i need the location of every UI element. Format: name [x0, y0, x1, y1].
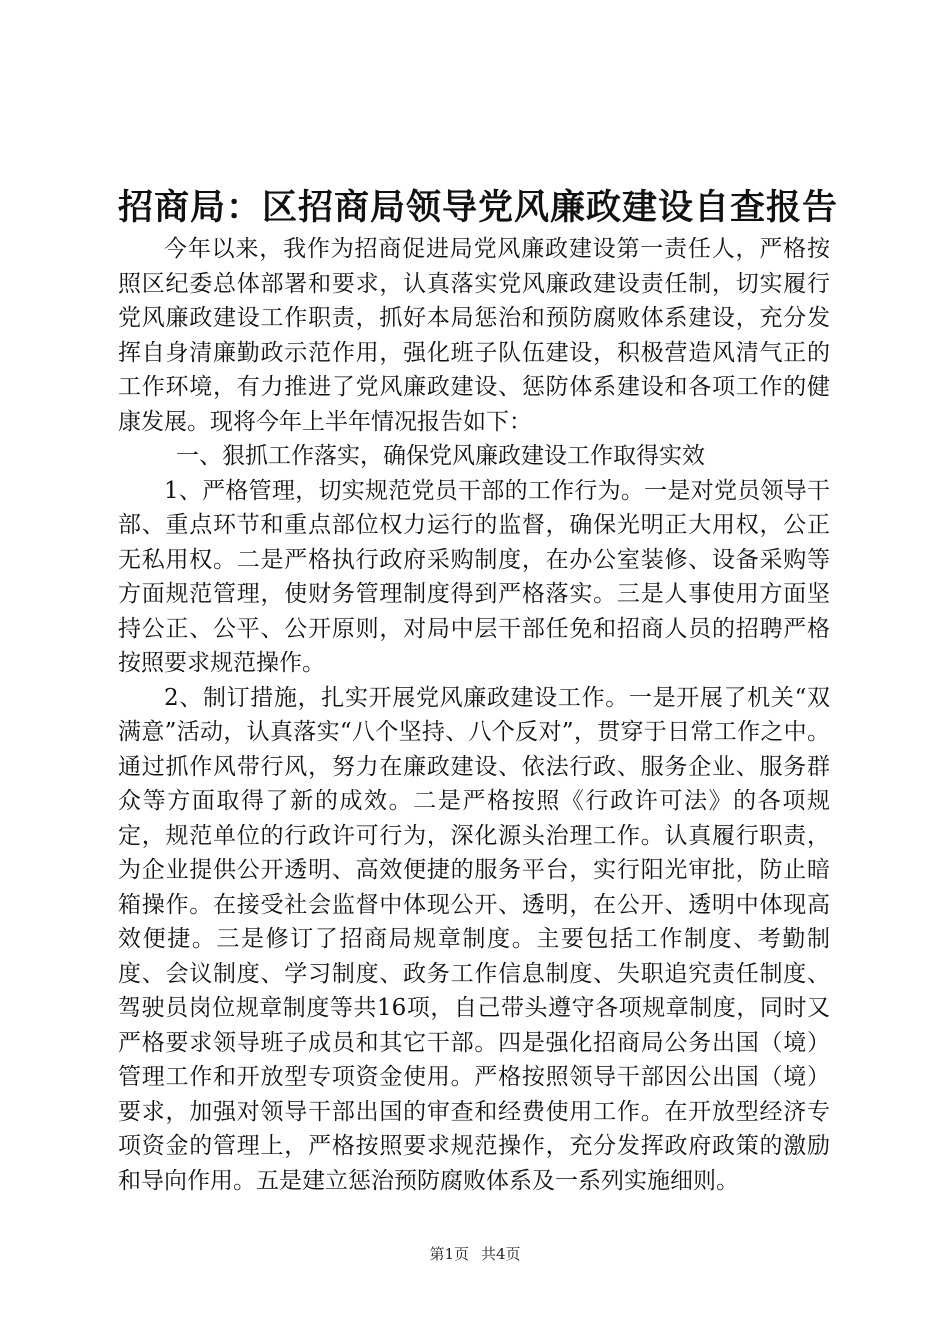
page-footer — [0, 1244, 950, 1264]
intro-paragraph: 今年以来，我作为招商促进局党风廉政建设第一责任人，严格按照区纪委总体部署和要求，认真落实党风廉政建设责任制，切实履行党风廉政建设工作职责，抓好本局惩治和预防腐败体系建设，充分发挥自身清廉勤政示范作用，强化班子队伍建设，积极营造风清气正的工作环境，有力推进了党风廉政建设、惩防体系建设和各项工作的健康发展。现将今年上半年情况报告如下： — [118, 236, 830, 435]
document-title: 招商局：区招商局领导党风廉政建设自查报告 — [118, 187, 839, 228]
body-paragraph: 1、严格管理，切实规范党员干部的工作行为。一是对党员领导干部、重点环节和重点部位权力运行的监督，确保光明正大用权，公正无私用权。二是严格执行政府采购制度，在办公室装修、设备采购等方面规范管理，使财务管理制度得到严格落实。三是人事使用方面坚持公正、公平、公开原则，对局中层干部任免和招商人员的招聘严格按照要求规范操作。 — [118, 477, 830, 676]
page-total: 共4页 — [481, 1245, 521, 1263]
document-body — [118, 232, 830, 1198]
section-heading: 一、狠抓工作落实，确保党风廉政建设工作取得实效 — [176, 443, 705, 469]
page-number: 第1页 — [429, 1245, 469, 1263]
body-paragraph: 2、制订措施，扎实开展党风廉政建设工作。一是开展了机关“双满意”活动，认真落实“八个坚持、八个反对”，贯穿于日常工作之中。通过抓作风带行风，努力在廉政建设、依法行政、服务企业、服务群众等方面取得了新的成效。二是严格按照《行政许可法》的各项规定，规范单位的行政许可行为，深化源头治理工作。认真履行职责，为企业提供公开透明、高效便捷的服务平台，实行阳光审批，防止暗箱操作。在接受社会监督中体现公开、透明，在公开、透明中体现高效便捷。三是修订了招商局规章制度。主要包括工作制度、考勤制度、会议制度、学习制度、政务工作信息制度、失职追究责任制度、驾驶员岗位规章制度等共16项，自己带头遵守各项规章制度，同时又严格要求领导班子成员和其它干部。四是强化招商局公务出国（境）管理工作和开放型专项资金使用。严格按照领导干部因公出国（境）要求，加强对领导干部出国的审查和经费使用工作。在开放型经济专项资金的管理上，严格按照要求规范操作，充分发挥政府政策的激励和导向作用。五是建立惩治预防腐败体系及一系列实施细则。 — [118, 684, 830, 1194]
